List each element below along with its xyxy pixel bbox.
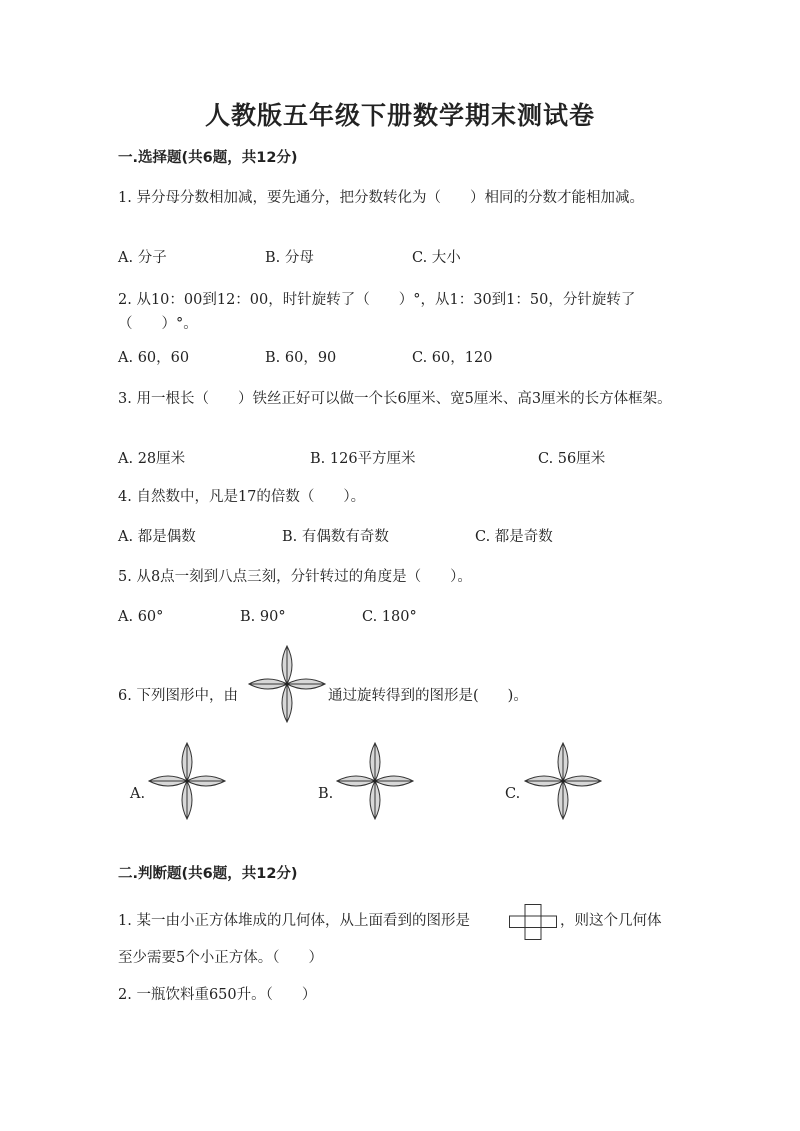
flower-figure-original — [248, 645, 326, 723]
q6-option-b-label: B. — [318, 786, 334, 802]
q1-option-c: C. 大小 — [412, 250, 461, 266]
judge-question-1-part2: ，则这个几何体 — [560, 913, 662, 929]
q3-option-a: A. 28厘米 — [118, 451, 186, 467]
q5-option-c: C. 180° — [362, 609, 417, 625]
page-title: 人教版五年级下册数学期末测试卷 — [204, 101, 595, 130]
question-6-part2: 通过旋转得到的图形是( )。 — [328, 688, 528, 704]
q4-option-c: C. 都是奇数 — [475, 529, 553, 545]
question-4: 4. 自然数中，凡是17的倍数（ ）。 — [118, 489, 366, 505]
flower-figure-option-b — [336, 742, 414, 820]
judge-question-2: 2. 一瓶饮料重650升。（ ） — [118, 987, 317, 1003]
section-heading-choice: 一.选择题(共6题，共12分) — [118, 150, 298, 166]
question-1: 1. 异分母分数相加减，要先通分，把分数转化为（ ）相同的分数才能相加减。 — [118, 190, 644, 206]
flower-figure-option-a — [148, 742, 226, 820]
q6-option-a-label: A. — [130, 786, 146, 802]
judge-question-1-part1: 1. 某一由小正方体堆成的几何体，从上面看到的图形是 — [118, 913, 470, 929]
q4-option-a: A. 都是偶数 — [118, 529, 196, 545]
q1-option-a: A. 分子 — [118, 250, 167, 266]
judge-question-1-line2: 至少需要5个小正方体。（ ） — [118, 950, 323, 966]
q5-option-a: A. 60° — [118, 609, 164, 625]
q1-option-b: B. 分母 — [265, 250, 314, 266]
q3-option-b: B. 126平方厘米 — [310, 451, 416, 467]
q2-option-c: C. 60，120 — [412, 350, 493, 366]
q5-option-b: B. 90° — [240, 609, 286, 625]
q2-option-a: A. 60，60 — [118, 350, 190, 366]
flower-figure-option-c — [524, 742, 602, 820]
question-3: 3. 用一根长（ ）铁丝正好可以做一个长6厘米、宽5厘米、高3厘米的长方体框架。 — [118, 391, 672, 407]
cross-shape-top-view — [509, 904, 557, 940]
q4-option-b: B. 有偶数有奇数 — [282, 529, 389, 545]
q3-option-c: C. 56厘米 — [538, 451, 606, 467]
question-2: 2. 从10：00到12：00，时针旋转了（ ）°，从1：30到1：50，分针旋转了（ ）°。 — [118, 292, 636, 332]
question-6-part1: 6. 下列图形中，由 — [118, 688, 238, 704]
q6-option-c-label: C. — [505, 786, 521, 802]
section-heading-judge: 二.判断题(共6题，共12分) — [118, 866, 298, 882]
question-5: 5. 从8点一刻到八点三刻，分针转过的角度是（ ）。 — [118, 569, 472, 585]
q2-option-b: B. 60，90 — [265, 350, 337, 366]
